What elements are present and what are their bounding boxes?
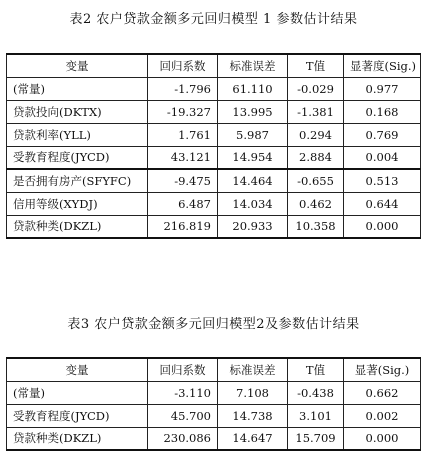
value-cell: -1.381 [288, 100, 344, 123]
table-row [7, 192, 421, 215]
value-cell: 20.933 [218, 215, 288, 238]
value-cell: 0.294 [288, 123, 344, 146]
value-cell: 0.769 [344, 123, 421, 146]
value-cell: -0.029 [288, 77, 344, 100]
regression-table-model1 [6, 53, 421, 239]
value-cell: -1.796 [148, 77, 218, 100]
variable-cell: 贷款种类(DKZL) [7, 215, 148, 238]
value-cell: 216.819 [148, 215, 218, 238]
column-header: 显著(Sig.) [344, 358, 421, 381]
value-cell: 2.884 [288, 146, 344, 169]
table1-caption: 表2 农户贷款金额多元回归模型 1 参数估计结果 [69, 12, 358, 27]
value-cell: 15.709 [288, 427, 344, 450]
table-row [7, 77, 421, 100]
column-header: 标准误差 [218, 358, 288, 381]
column-header: 标准误差 [218, 54, 288, 77]
value-cell: -19.327 [148, 100, 218, 123]
value-cell: 10.358 [288, 215, 344, 238]
column-header: 变量 [7, 54, 148, 77]
variable-cell: 受教育程度(JYCD) [7, 404, 148, 427]
variable-cell: 是否拥有房产(SFYFC) [7, 169, 148, 192]
value-cell: 6.487 [148, 192, 218, 215]
table-row [7, 404, 421, 427]
variable-cell: 贷款投向(DKTX) [7, 100, 148, 123]
value-cell: 230.086 [148, 427, 218, 450]
table-row [7, 146, 421, 169]
column-header: 回归系数 [148, 54, 218, 77]
variable-cell: 贷款利率(YLL) [7, 123, 148, 146]
table2-caption: 表3 农户贷款金额多元回归模型2及参数估计结果 [67, 317, 360, 332]
column-header: 显著度(Sig.) [344, 54, 421, 77]
value-cell: 43.121 [148, 146, 218, 169]
value-cell: 0.513 [344, 169, 421, 192]
value-cell: 14.954 [218, 146, 288, 169]
header-row [7, 358, 421, 381]
value-cell: -9.475 [148, 169, 218, 192]
value-cell: 14.464 [218, 169, 288, 192]
value-cell: 0.977 [344, 77, 421, 100]
value-cell: 0.000 [344, 427, 421, 450]
value-cell: -3.110 [148, 381, 218, 404]
variable-cell: 受教育程度(JYCD) [7, 146, 148, 169]
column-header: T值 [288, 54, 344, 77]
value-cell: 0.002 [344, 404, 421, 427]
table-row [7, 381, 421, 404]
value-cell: 0.004 [344, 146, 421, 169]
value-cell: 13.995 [218, 100, 288, 123]
value-cell: 45.700 [148, 404, 218, 427]
value-cell: -0.655 [288, 169, 344, 192]
value-cell: 14.738 [218, 404, 288, 427]
table-row [7, 427, 421, 450]
variable-cell: 贷款种类(DKZL) [7, 427, 148, 450]
value-cell: 5.987 [218, 123, 288, 146]
column-header: 变量 [7, 358, 148, 381]
value-cell: 7.108 [218, 381, 288, 404]
value-cell: 0.000 [344, 215, 421, 238]
value-cell: 14.034 [218, 192, 288, 215]
table-row [7, 215, 421, 238]
value-cell: 0.462 [288, 192, 344, 215]
value-cell: 0.168 [344, 100, 421, 123]
variable-cell: (常量) [7, 381, 148, 404]
value-cell: -0.438 [288, 381, 344, 404]
value-cell: 14.647 [218, 427, 288, 450]
value-cell: 0.662 [344, 381, 421, 404]
column-header: T值 [288, 358, 344, 381]
header-row [7, 54, 421, 77]
variable-cell: 信用等级(XYDJ) [7, 192, 148, 215]
column-header: 回归系数 [148, 358, 218, 381]
variable-cell: (常量) [7, 77, 148, 100]
table-row [7, 100, 421, 123]
value-cell: 61.110 [218, 77, 288, 100]
regression-table-model2 [6, 357, 421, 451]
value-cell: 0.644 [344, 192, 421, 215]
value-cell: 3.101 [288, 404, 344, 427]
table-row [7, 123, 421, 146]
value-cell: 1.761 [148, 123, 218, 146]
table-row [7, 169, 421, 192]
